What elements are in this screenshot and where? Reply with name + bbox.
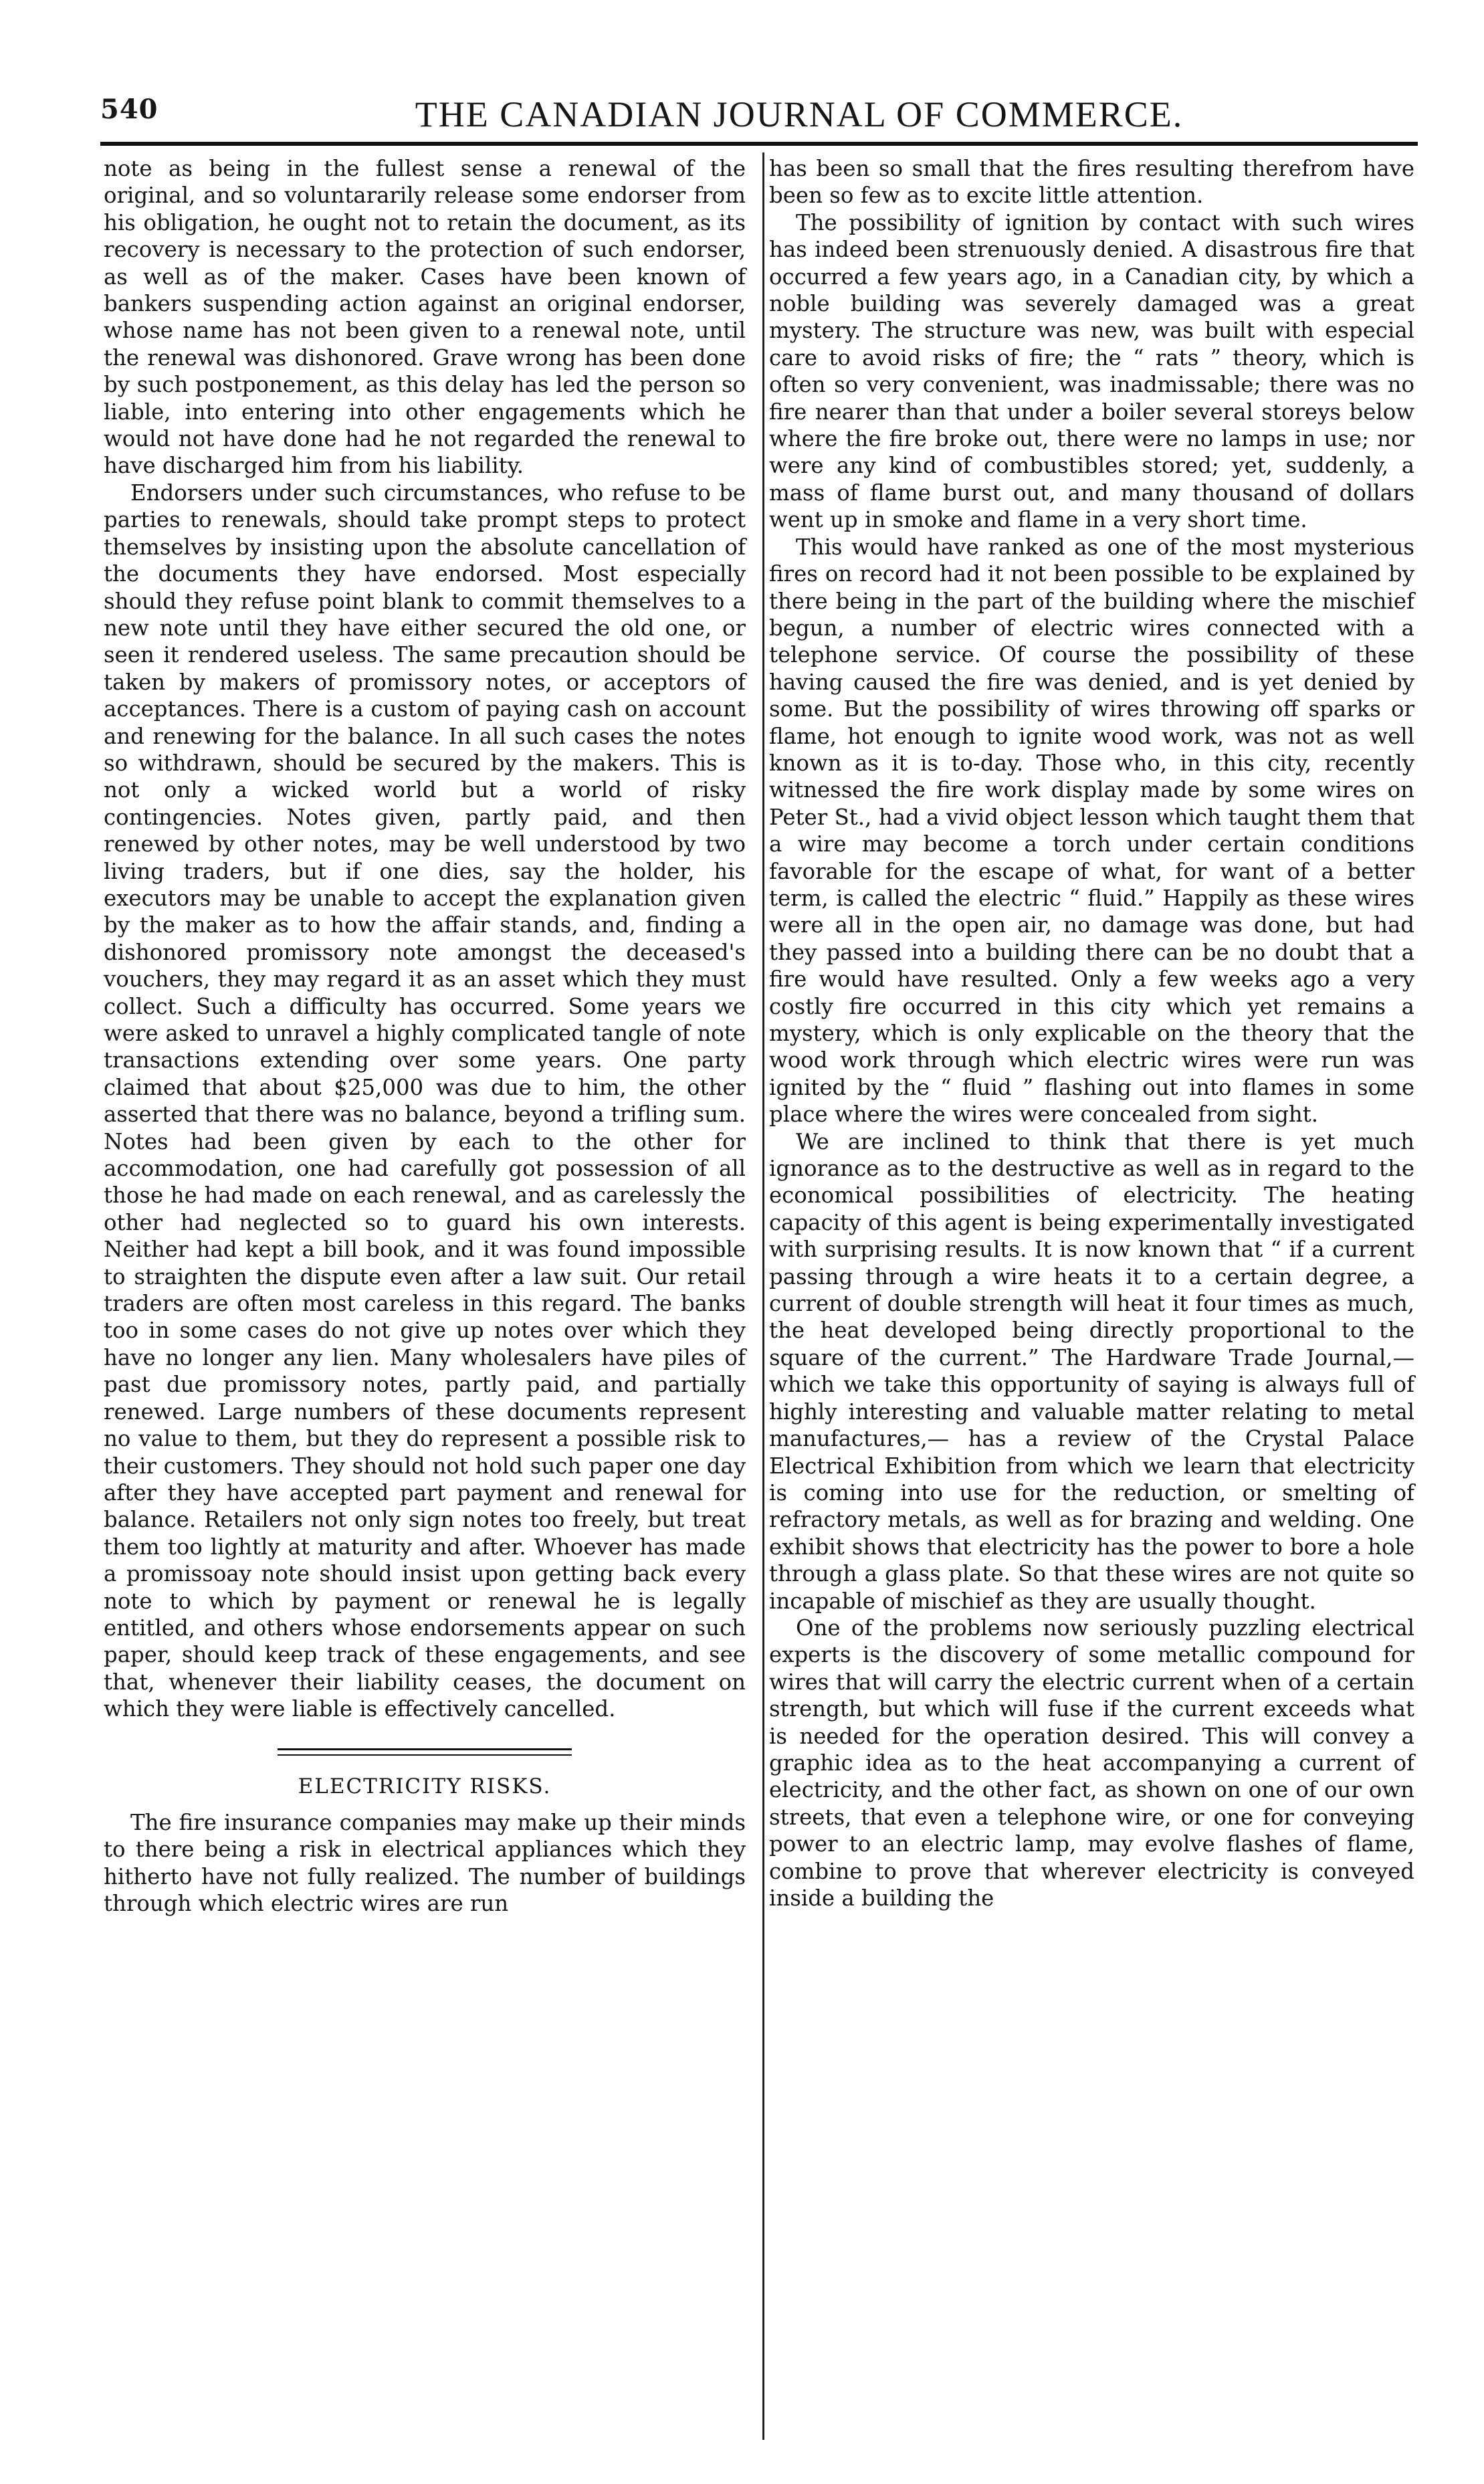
header-rule — [100, 142, 1418, 146]
right-column — [769, 155, 1414, 1911]
left-column — [104, 155, 746, 1918]
paragraph: We are inclined to think that there is yet much ignorance as to the destructive as well as in regard to the economical possibilities of electricity. The heating capacity of this agent is being experimentally investigated with surprising results. It is now known that “ if a current passing through a wire heats it to a certain degree, a current of double strength will heat it four times as much, the heat developed being directly proportional to the square of the current.” The Hardware Trade Journal,—which we take this opportunity of saying is always full of highly interesting and valuable matter relating to metal manufactures,— has a review of the Crystal Palace Electrical Exhibition from which we learn that electricity is coming into use for the reduction, or smelting of refractory metals, as well as for brazing and welding. One exhibit shows that electricity has the power to bore a hole through a glass plate. So that these wires are not quite so incapable of mischief as they are usually thought. — [769, 1128, 1414, 1614]
paragraph: note as being in the fullest sense a renewal of the original, and so voluntararily release some endorser from his obligation, he ought not to retain the document, as its recovery is necessary to the protection of such endorser, as well as of the maker. Cases have been known of bankers suspending action against an original endorser, whose name has not been given to a renewal note, until the renewal was dishonored. Grave wrong has been done by such postponement, as this delay has led the person so liable, into entering into other engagements which he would not have done had he not regarded the renewal to have discharged him from his liability. — [104, 156, 746, 479]
section-divider — [278, 1748, 572, 1756]
page-number: 540 — [100, 94, 158, 125]
paragraph: has been so small that the fires resulting therefrom have been so few as to excite little attention. — [769, 156, 1414, 209]
section-title: ELECTRICITY RISKS. — [298, 1774, 552, 1798]
paragraph: One of the problems now seriously puzzling electrical experts is the discovery of some metallic compound for wires that will carry the electric current when of a certain strength, but which will fuse if the current exceeds what is needed for the operation desired. This will convey a graphic idea as to the heat accompanying a current of electricity, and the other fact, as shown on one of our own streets, that even a telephone wire, or one for conveying power to an electric lamp, may evolve flashes of flame, combine to prove that wherever electricity is conveyed inside a building the — [769, 1615, 1414, 1911]
column-divider — [762, 152, 764, 2440]
paragraph: The possibility of ignition by contact with such wires has indeed been strenuously denied. A disastrous fire that occurred a few years ago, in a Canadian city, by which a noble building was severely damaged was a great mystery. The structure was new, was built with especial care to avoid risks of fire; the “ rats ” theory, which is often so very convenient, was inadmissable; there was no fire nearer than that under a boiler several storeys below where the fire broke out, there were no lamps in use; nor were any kind of combustibles stored; yet, suddenly, a mass of flame burst out, and many thousand of dollars went up in smoke and flame in a very short time. — [769, 209, 1414, 533]
paragraph: Endorsers under such circumstances, who refuse to be parties to renewals, should take prompt steps to protect themselves by insisting upon the absolute cancellation of the documents they have endorsed. Most especially should they refuse point blank to commit themselves to a new note until they have either secured the old one, or seen it rendered useless. The same precaution should be taken by makers of promissory notes, or acceptors of acceptances. There is a custom of paying cash on account and renewing for the balance. In all such cases the notes so withdrawn, should be secured by the makers. This is not only a wicked world but a world of risky contingencies. Notes given, partly paid, and then renewed by other notes, may be well understood by two living traders, but if one dies, say the holder, his executors may be unable to accept the explanation given by the maker as to how the affair stands, and, finding a dishonored promissory note amongst the deceased's vouchers, they may regard it as an asset which they must collect. Such a difficulty has occurred. Some years we were asked to unravel a highly complicated tangle of note transactions extending over some years. One party claimed that about $25,000 was due to him, the other asserted that there was no balance, beyond a trifling sum. Notes had been given by each to the other for accommodation, one had carefully got possession of all those he had made on each renewal, and as carelessly the other had neglected so to guard his own interests. Neither had kept a bill book, and it was found impossible to straighten the dispute even after a law suit. Our retail traders are often most careless in this regard. The banks too in some cases do not give up notes over which they have no longer any lien. Many wholesalers have piles of past due promissory notes, partly paid, and partially renewed. Large numbers of these documents represent no value to them, but they do represent a possible risk to their customers. They should not hold such paper one day after they have accepted part payment and renewal for balance. Retailers not only sign notes too freely, but treat them too lightly at maturity and after. Whoever has made a promissoay note should insist upon getting back every note to which by payment or renewal he is legally entitled, and others whose endorsements appear on such paper, should keep track of these engagements, and see that, whenever their liability ceases, the document on which they were liable is effectively cancelled. — [104, 480, 746, 1722]
paragraph: This would have ranked as one of the most mysterious fires on record had it not been possible to be explained by there being in the part of the building where the mischief begun, a number of electric wires connected with a telephone service. Of course the possibility of these having caused the fire was denied, and is yet denied by some. But the possibility of wires throwing off sparks or flame, hot enough to ignite wood work, was not as well known as it is to-day. Those who, in this city, recently witnessed the fire work display made by some wires on Peter St., had a vivid object lesson which taught them that a wire may become a torch under certain conditions favorable for the escape of what, for want of a better term, is called the electric “ fluid.” Happily as these wires were all in the open air, no damage was done, but had they passed into a building there can be no doubt that a fire would have resulted. Only a few weeks ago a very costly fire occurred in this city which yet remains a mystery, which is only explicable on the theory that the wood work through which electric wires were run was ignited by the “ fluid ” flashing out into flames in some place where the wires were concealed from sight. — [769, 534, 1414, 1128]
paragraph: The fire insurance companies may make up their minds to there being a risk in electrical appliances which they hitherto have not fully realized. The number of buildings through which electric wires are run — [104, 1809, 746, 1917]
page-header — [100, 94, 1418, 147]
journal-title: THE CANADIAN JOURNAL OF COMMERCE. — [415, 94, 1184, 134]
